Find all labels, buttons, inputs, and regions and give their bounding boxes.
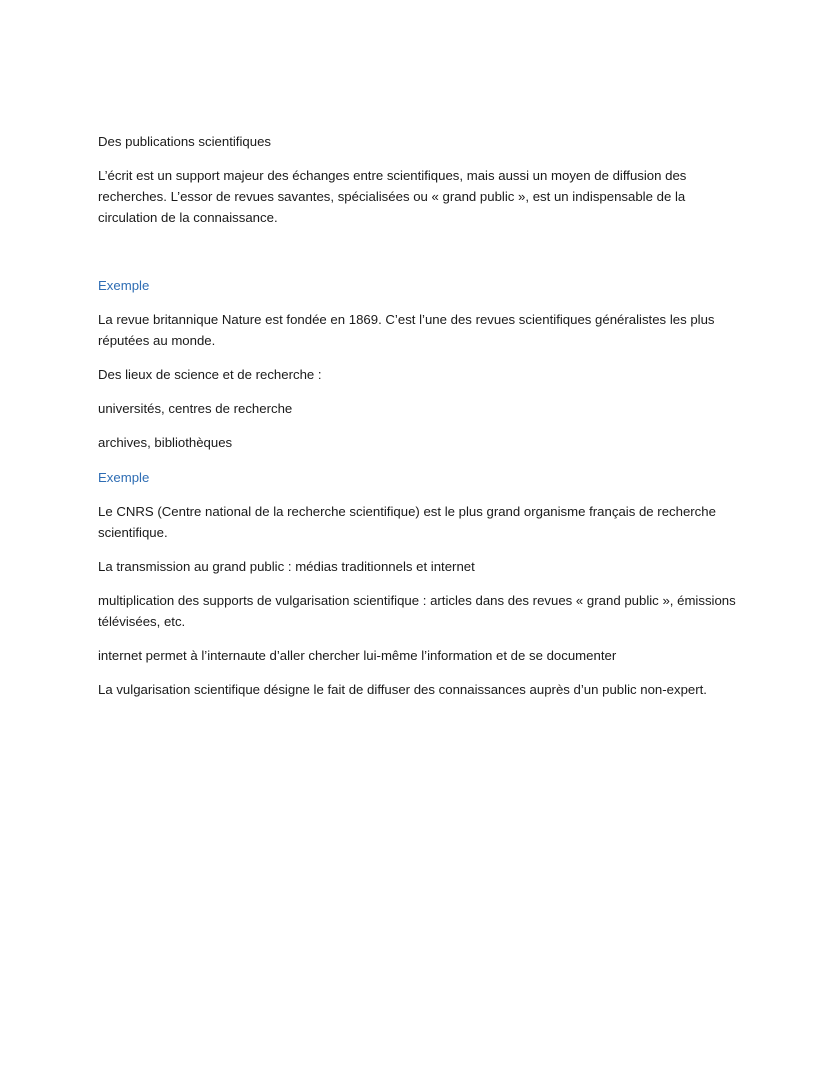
section-title: Des publications scientifiques xyxy=(98,134,271,149)
transmission-item-internet: internet permet à l’internaute d’aller chercher lui-même l’information et de se documenter xyxy=(98,648,617,663)
vulgarisation-definition: La vulgarisation scientifique désigne le fait de diffuser des connaissances auprès d’un public non-expert. xyxy=(98,682,707,697)
exemple-label-2: Exemple xyxy=(98,470,150,485)
document-body xyxy=(98,131,738,713)
lieux-item-universites: universités, centres de recherche xyxy=(98,401,293,416)
paragraph-cnrs: Le CNRS (Centre national de la recherche scientifique) est le plus grand organisme français de recherche scientifique. xyxy=(98,504,716,540)
transmission-heading: La transmission au grand public : médias traditionnels et internet xyxy=(98,559,475,574)
exemple-label-1: Exemple xyxy=(98,278,150,293)
paragraph-nature: La revue britannique Nature est fondée en 1869. C’est l’une des revues scientifiques généralistes les plus réputées au monde. xyxy=(98,312,715,348)
transmission-item-supports: multiplication des supports de vulgarisation scientifique : articles dans des revues « grand public », émissions télévisées, etc. xyxy=(98,593,736,629)
paragraph-ecrit: L’écrit est un support majeur des échanges entre scientifiques, mais aussi un moyen de diffusion des recherches. L’essor de revues savantes, spécialisées ou « grand public », est un indispensable de la circulation de la connaissance. xyxy=(98,168,687,225)
lieux-item-archives: archives, bibliothèques xyxy=(98,435,233,450)
spacer xyxy=(98,241,738,275)
lieux-heading: Des lieux de science et de recherche : xyxy=(98,367,322,382)
